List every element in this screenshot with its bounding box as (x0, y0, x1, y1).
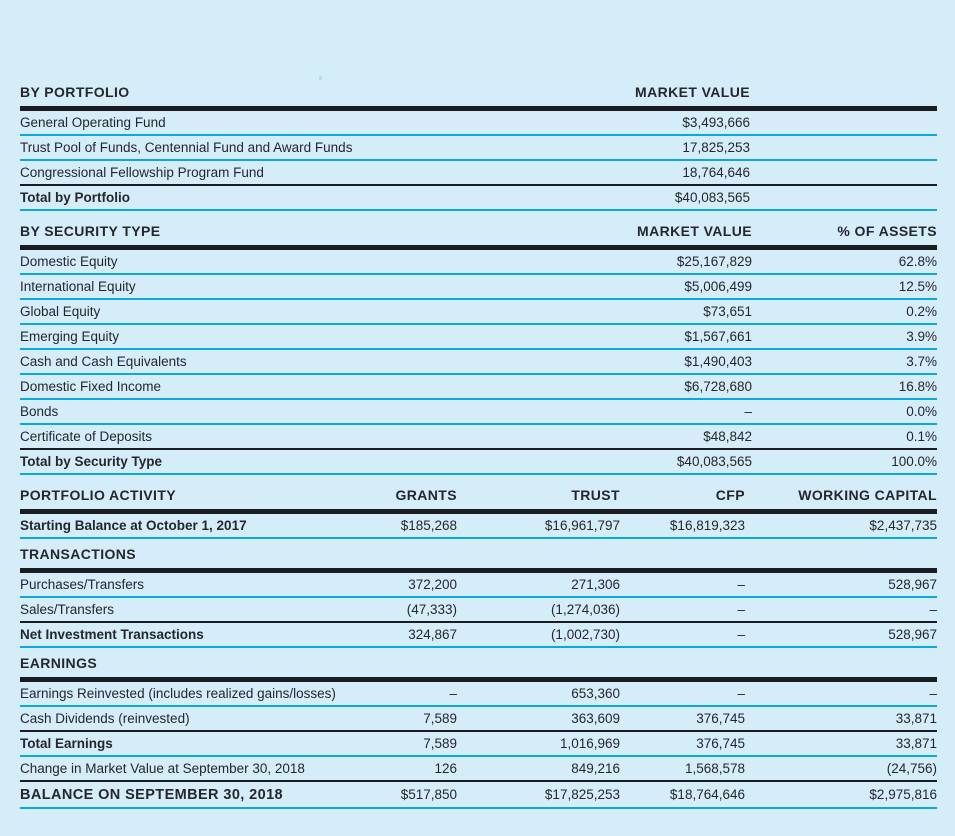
working-capital-value: – (929, 602, 937, 617)
earnings-subheader: EARNINGS (20, 648, 937, 682)
row-pct: 12.5% (898, 279, 937, 294)
row-label: International Equity (20, 279, 136, 294)
trust-value: 653,360 (571, 686, 620, 701)
table-row (20, 682, 937, 707)
grants-value: 324,867 (408, 627, 457, 642)
net-investment-row (20, 623, 937, 648)
table-row (20, 350, 937, 375)
cfp-value: 1,568,578 (684, 761, 745, 776)
row-pct: 3.7% (906, 354, 937, 369)
table-row (20, 598, 937, 623)
row-label: Domestic Fixed Income (20, 379, 162, 394)
row-label: Bonds (20, 404, 59, 419)
row-value: – (744, 404, 752, 419)
cfp-header: CFP (715, 487, 745, 503)
total-earnings-row (20, 732, 937, 757)
transactions-subheader: TRANSACTIONS (20, 539, 937, 573)
table-row (20, 300, 937, 325)
row-label: Purchases/Transfers (20, 577, 145, 592)
working-capital-value: 33,871 (895, 711, 937, 726)
trust-value: $16,961,797 (544, 518, 620, 533)
trust-value: 849,216 (571, 761, 620, 776)
portfolio-activity-table (20, 487, 937, 809)
grants-value: 372,200 (408, 577, 457, 592)
row-label: Trust Pool of Funds, Centennial Fund and Award Funds (20, 140, 353, 155)
working-capital-value: 33,871 (895, 736, 937, 751)
cfp-value: 376,745 (696, 736, 745, 751)
trust-value: (1,274,036) (550, 602, 620, 617)
grants-value: (47,333) (406, 602, 457, 617)
row-value: $40,083,565 (676, 454, 752, 469)
table-row (20, 573, 937, 598)
row-value: $25,167,829 (676, 254, 752, 269)
row-label: Cash Dividends (reinvested) (20, 711, 190, 726)
working-capital-value: (24,756) (886, 761, 937, 776)
grants-value: 7,589 (423, 736, 457, 751)
row-pct: 3.9% (906, 329, 937, 344)
cfp-value: – (737, 602, 745, 617)
row-label: Starting Balance at October 1, 2017 (20, 518, 247, 533)
grants-header: GRANTS (395, 487, 457, 503)
row-value: 17,825,253 (682, 140, 750, 155)
table-row (20, 325, 937, 350)
row-pct: 0.1% (906, 429, 937, 444)
trust-value: 1,016,969 (559, 736, 620, 751)
working-capital-value: 528,967 (888, 577, 937, 592)
cfp-value: $18,764,646 (669, 787, 745, 802)
row-pct: 0.2% (906, 304, 937, 319)
cfp-value: $16,819,323 (669, 518, 745, 533)
grants-value: 7,589 (423, 711, 457, 726)
row-label: General Operating Fund (20, 115, 166, 130)
speck (319, 76, 322, 80)
cfp-value: 376,745 (696, 711, 745, 726)
table-row (20, 136, 937, 161)
row-label: Certificate of Deposits (20, 429, 153, 444)
row-value: $48,842 (703, 429, 752, 444)
trust-value: 271,306 (571, 577, 620, 592)
market-value-header: MARKET VALUE (637, 223, 752, 239)
grants-value: $185,268 (400, 518, 457, 533)
table-row (20, 275, 937, 300)
working-capital-value: $2,975,816 (869, 787, 937, 802)
grants-value: 126 (434, 761, 457, 776)
cfp-value: – (737, 686, 745, 701)
trust-value: $17,825,253 (544, 787, 620, 802)
row-value: $1,567,661 (684, 329, 752, 344)
row-pct: 0.0% (906, 404, 937, 419)
portfolio-activity-header-row (20, 487, 937, 514)
grants-value: $517,850 (400, 787, 457, 802)
row-label: BALANCE ON SEPTEMBER 30, 2018 (20, 787, 283, 803)
portfolio-activity-title: PORTFOLIO ACTIVITY (20, 487, 177, 503)
row-value: $73,651 (703, 304, 752, 319)
trust-header: TRUST (571, 487, 620, 503)
row-label: Domestic Equity (20, 254, 118, 269)
trust-value: 363,609 (571, 711, 620, 726)
table-row (20, 707, 937, 732)
row-label: Cash and Cash Equivalents (20, 354, 187, 369)
trust-value: (1,002,730) (550, 627, 620, 642)
table-row (20, 757, 937, 782)
row-value: $5,006,499 (684, 279, 752, 294)
total-row (20, 450, 937, 475)
working-capital-value: $2,437,735 (869, 518, 937, 533)
row-label: Sales/Transfers (20, 602, 115, 617)
row-label: Total by Portfolio (20, 190, 130, 205)
by-portfolio-table (20, 84, 937, 211)
row-label: Earnings Reinvested (includes realized gains/losses) (20, 686, 336, 701)
row-pct: 16.8% (898, 379, 937, 394)
row-pct: 100.0% (891, 454, 937, 469)
by-portfolio-header-row (20, 84, 937, 111)
row-value: $3,493,666 (682, 115, 750, 130)
working-capital-header: WORKING CAPITAL (798, 487, 937, 503)
table-row (20, 161, 937, 186)
working-capital-value: – (929, 686, 937, 701)
row-value: $1,490,403 (684, 354, 752, 369)
working-capital-value: 528,967 (888, 627, 937, 642)
row-value: $40,083,565 (674, 190, 750, 205)
row-value: $6,728,680 (684, 379, 752, 394)
row-label: Emerging Equity (20, 329, 120, 344)
table-row (20, 375, 937, 400)
cfp-value: – (737, 627, 745, 642)
row-label: Change in Market Value at September 30, 2018 (20, 761, 305, 776)
starting-balance-row (20, 514, 937, 539)
by-portfolio-title: BY PORTFOLIO (20, 84, 130, 100)
row-label: Global Equity (20, 304, 101, 319)
row-pct: 62.8% (898, 254, 937, 269)
row-label: Congressional Fellowship Program Fund (20, 165, 264, 180)
cfp-value: – (737, 577, 745, 592)
by-security-type-table (20, 223, 937, 475)
by-security-title: BY SECURITY TYPE (20, 223, 161, 239)
row-label: Net Investment Transactions (20, 627, 204, 642)
table-row (20, 111, 937, 136)
total-row (20, 186, 937, 211)
pct-of-assets-header: % OF ASSETS (837, 223, 937, 239)
table-row (20, 250, 937, 275)
balance-row (20, 782, 937, 809)
market-value-header: MARKET VALUE (635, 84, 750, 100)
row-value: 18,764,646 (682, 165, 750, 180)
grants-value: – (449, 686, 457, 701)
row-label: Total by Security Type (20, 454, 163, 469)
by-security-header-row (20, 223, 937, 250)
table-row (20, 425, 937, 450)
row-label: Total Earnings (20, 736, 113, 751)
table-row (20, 400, 937, 425)
